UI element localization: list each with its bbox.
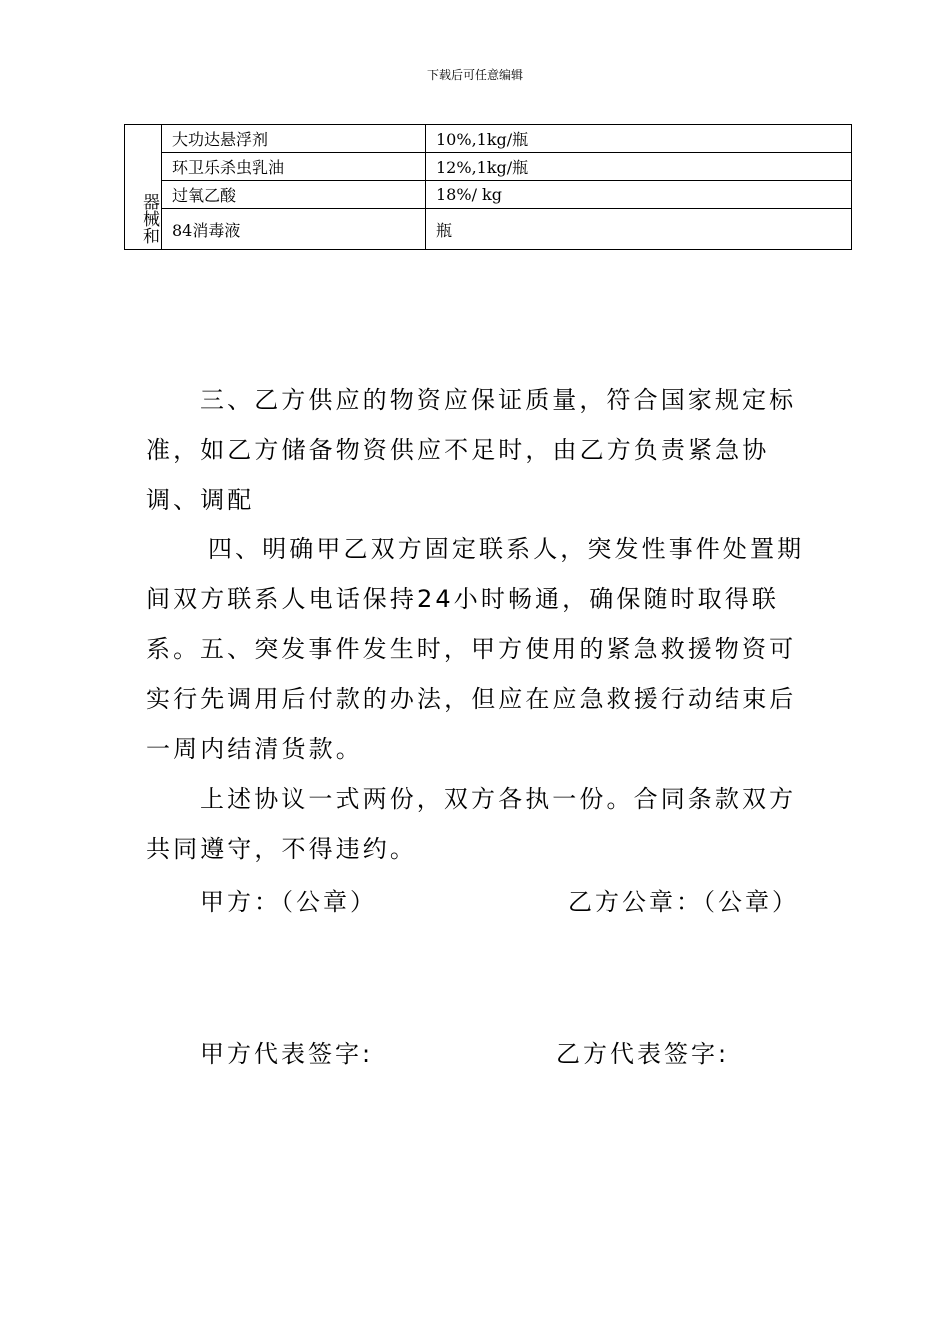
clause-three: 三、乙方供应的物资应保证质量，符合国家规定标准，如乙方储备物资供应不足时，由乙方负责紧急协调、调配 xyxy=(146,386,797,514)
table-row xyxy=(125,125,852,153)
item-spec: 18%/ kg xyxy=(426,181,852,209)
party-b-seal: 乙方公章：（公章） xyxy=(568,888,799,916)
item-name: 过氧乙酸 xyxy=(162,181,426,209)
table-row xyxy=(125,209,852,250)
item-name: 环卫乐杀虫乳油 xyxy=(162,153,426,181)
item-name: 84消毒液 xyxy=(162,209,426,250)
table-row xyxy=(125,181,852,209)
supplies-table xyxy=(124,124,852,250)
party-a-seal: 甲方：（公章） xyxy=(200,888,377,916)
item-spec: 12%,1kg/瓶 xyxy=(426,153,852,181)
item-name: 大功达悬浮剂 xyxy=(162,125,426,153)
closing-paragraph: 上述协议一式两份，双方各执一份。合同条款双方共同遵守，不得违约。 xyxy=(146,785,797,863)
clause-four: 四、明确甲乙双方固定联系人，突发性事件处置期间双方联系人电话保持24小时畅通，确保随时取得联系。 xyxy=(146,535,805,663)
item-spec: 瓶 xyxy=(426,209,852,250)
clause-five: 五、突发事件发生时，甲方使用的紧急救援物资可实行先调用后付款的办法，但应在应急救援行动结束后一周内结清货款。 xyxy=(146,635,797,763)
party-b-representative-signature: 乙方代表签字: xyxy=(556,1040,730,1068)
category-cell xyxy=(125,125,162,250)
header-note: 下载后可任意编辑 xyxy=(426,68,523,82)
table-row xyxy=(125,153,852,181)
category-label: 器械和 xyxy=(139,192,159,244)
item-spec: 10%,1kg/瓶 xyxy=(426,125,852,153)
party-a-representative-signature: 甲方代表签字: xyxy=(200,1040,374,1068)
